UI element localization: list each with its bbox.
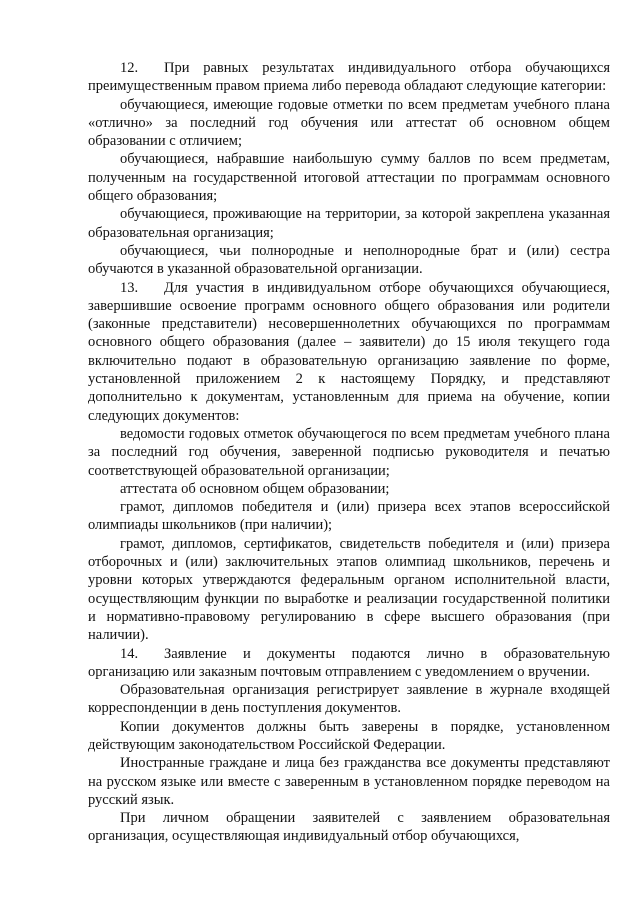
clause-number: 14. [120, 645, 139, 662]
list-item [88, 535, 610, 645]
paragraph-text: обучающиеся, проживающие на территории, за которой закреплена указанная образовательная организация; [88, 206, 610, 241]
paragraph [88, 754, 610, 809]
paragraph-text: При равных результатах индивидуального отбора обучающихся преимущественным правом приема либо перевода обладают следующие категории: [88, 60, 610, 95]
paragraph-text: Заявление и документы подаются лично в образовательную организацию или заказным почтовым отправлением с уведомлением о вручении. [88, 645, 610, 680]
paragraph-text: обучающиеся, имеющие годовые отметки по всем предметам учебного плана «отлично» за последний год обучения или аттестат об основном общем образовании с отличием; [88, 96, 610, 150]
list-item [88, 242, 610, 279]
list-item [88, 425, 610, 480]
paragraph-text: ведомости годовых отметок обучающегося по всем предметам учебного плана за последний год обучения, заверенной подписью руководителя и печатью соответствующей образовательной организации; [88, 425, 610, 479]
clause-number: 13. [120, 279, 139, 296]
paragraph [88, 681, 610, 718]
paragraph-text: грамот, дипломов, сертификатов, свидетельств победителя и (или) призера отборочных и (или) заключительных этапов олимпиад школьников, перечень и уровни которых утверждаются федеральным органом исполнительной власти, осуществляющим функции по выработке и реализации государственной политики и нормативно-правовому регулированию в сфере высшего образования (при наличии). [88, 535, 610, 644]
paragraph-14 [88, 645, 610, 682]
paragraph-text: Иностранные граждане и лица без гражданства все документы представляют на русском языке или вместе с заверенным в установленном порядке переводом на русский язык. [88, 755, 610, 808]
paragraph-text: Для участия в индивидуальном отборе обучающихся обучающиеся, завершившие освоение программ основного общего образования или родители (законные представители) несовершеннолетних обучающихся по программам основного общего образования (далее – заявители) до 15 июля текущего года включительно подают в образовательную организацию заявление по форме, установленной приложением 2 к настоящему Порядку, и представляют дополнительно к документам, установленным для приема на обучение, копии следующих документов: [88, 279, 610, 424]
list-item [88, 498, 610, 535]
document-body [88, 59, 610, 846]
paragraph-text: обучающиеся, чьи полнородные и неполнородные брат и (или) сестра обучаются в указанной образовательной организации. [88, 242, 610, 278]
list-item [88, 96, 610, 151]
paragraph-text: аттестата об основном общем образовании; [120, 480, 390, 497]
paragraph-12 [88, 59, 610, 96]
list-item [88, 205, 610, 242]
list-item [88, 480, 610, 498]
paragraph-text: грамот, дипломов победителя и (или) призера всех этапов всероссийской олимпиады школьников (при наличии); [88, 499, 610, 534]
paragraph-13 [88, 279, 610, 425]
paragraph-text: При личном обращении заявителей с заявлением образовательная организация, осуществляющая индивидуальный отбор обучающихся, [88, 810, 610, 845]
paragraph-text: Копии документов должны быть заверены в порядке, установленном действующим законодательством Российской Федерации. [88, 718, 610, 753]
clause-number: 12. [120, 60, 139, 76]
paragraph [88, 718, 610, 755]
paragraph-text: обучающиеся, набравшие наибольшую сумму баллов по всем предметам, полученным на государственной итоговой аттестации по программам основного общего образования; [88, 151, 610, 205]
list-item [88, 150, 610, 205]
paragraph-text: Образовательная организация регистрирует заявление в журнале входящей корреспонденции в день поступления документов. [88, 682, 610, 717]
paragraph [88, 809, 610, 846]
